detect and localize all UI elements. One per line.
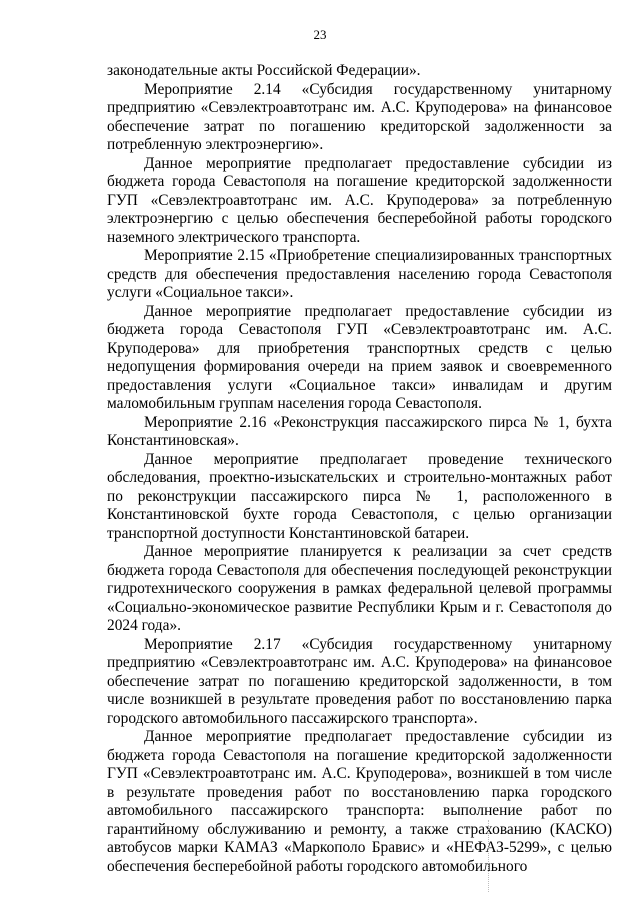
paragraph-measure-2-16-description: Данное мероприятие предполагает проведение технического обследования, проектно-изыскательских и строительно-монтажных работ по реконструкции пассажирского пирса № 1, расположенного в Константиновской бухте города Севастополя, с целью организации транспортной доступности Константиновской батареи. bbox=[107, 450, 612, 542]
paragraph-continuation: законодательные акты Российской Федерации». bbox=[107, 62, 421, 79]
paragraph-measure-2-17-description: Данное мероприятие предполагает предоставление субсидии из бюджета города Севастополя на погашение кредиторской задолженности ГУП «Севэлектроавтотранс им. А.С. Круподерова», возникшей в том числе в результате проведения работ по восстановлению парка городского автомобильного пассажирского транспорта: выполнение работ по гарантийному обслуживанию и ремонту, а также страхованию (КАСКО) автобусов марки КАМАЗ «Маркополо Бравис» и «НЕФАЗ-5299», с целью обеспечения бесперебойной работы городского автомобильного bbox=[107, 728, 612, 875]
scan-margin-line bbox=[488, 820, 489, 892]
paragraph-measure-2-16: Мероприятие 2.16 «Реконструкция пассажирского пирса № 1, бухта Константиновская». bbox=[107, 413, 612, 449]
body-text bbox=[107, 62, 612, 876]
paragraph-measure-2-17: Мероприятие 2.17 «Субсидия государственному унитарному предприятию «Севэлектроавтотранс им. А.С. Круподерова» на финансовое обеспечение затрат по погашению кредиторской задолженности, в том числе возникшей в результате проведения работ по восстановлению парка городского автомобильного пассажирского транспорта». bbox=[107, 635, 612, 727]
paragraph-measure-2-14: Мероприятие 2.14 «Субсидия государственному унитарному предприятию «Севэлектроавтотранс им. А.С. Круподерова» на финансовое обеспечение затрат по погашению кредиторской задолженности за потребленную электроэнергию». bbox=[107, 80, 612, 153]
page-number: 23 bbox=[313, 27, 327, 42]
paragraph-measure-2-14-description: Данное мероприятие предполагает предоставление субсидии из бюджета города Севастополя на погашение кредиторской задолженности ГУП «Севэлектроавтотранс им. А.С. Круподерова» за потребленную электроэнергию с целью обеспечения бесперебойной работы городского наземного электрического транспорта. bbox=[107, 154, 612, 246]
paragraph-measure-2-15: Мероприятие 2.15 «Приобретение специализированных транспортных средств для обеспечения предоставления населению города Севастополя услуги «Социальное такси». bbox=[107, 247, 612, 301]
paragraph-measure-2-16-funding: Данное мероприятие планируется к реализации за счет средств бюджета города Севастополя для обеспечения последующей реконструкции гидротехнического сооружения в рамках федеральной целевой программы «Социально-экономическое развитие Республики Крым и г. Севастополя до 2024 года». bbox=[107, 543, 612, 634]
paragraph-measure-2-15-description: Данное мероприятие предполагает предоставление субсидии из бюджета города Севастополя ГУП «Севэлектроавтотранс им. А.С. Круподерова» для приобретения транспортных средств с целью недопущения формирования очереди на прием заявок и своевременного предоставления услуги «Социальное такси» инвалидам и другим маломобильным группам населения города Севастополя. bbox=[107, 302, 612, 412]
